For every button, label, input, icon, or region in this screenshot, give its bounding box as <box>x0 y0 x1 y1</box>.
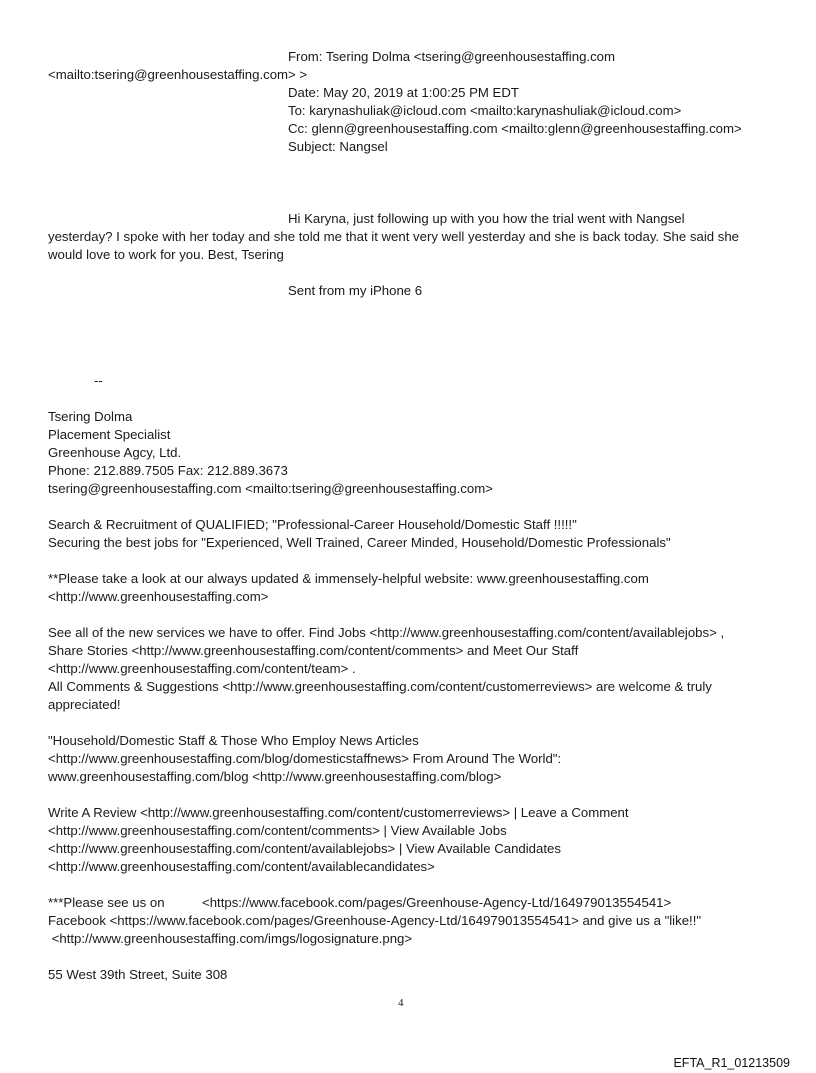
review-line-3: <http://www.greenhousestaffing.com/content/availablejobs> | View Available Candidates <box>48 841 561 856</box>
date-line: Date: May 20, 2019 at 1:00:25 PM EDT <box>288 85 519 100</box>
cc-line: Cc: glenn@greenhousestaffing.com <mailto:glenn@greenhousestaffing.com> <box>288 121 742 136</box>
facebook-line-2: Facebook <https://www.facebook.com/pages/Greenhouse-Agency-Ltd/164979013554541> and give us a "like!!" <box>48 913 702 928</box>
to-line: To: karynashuliak@icloud.com <mailto:karynashuliak@icloud.com> <box>288 103 682 118</box>
signature-title: Placement Specialist <box>48 427 171 442</box>
address-line: 55 West 39th Street, Suite 308 <box>48 967 228 982</box>
message-line-2: yesterday? I spoke with her today and she told me that it went very well yesterday and she is back today. She said she <box>48 229 740 244</box>
subject-line: Subject: Nangsel <box>288 139 388 154</box>
signature-email: tsering@greenhousestaffing.com <mailto:tsering@greenhousestaffing.com> <box>48 481 493 496</box>
news-line-1: "Household/Domestic Staff & Those Who Employ News Articles <box>48 733 419 748</box>
document-id: EFTA_R1_01213509 <box>673 1056 790 1070</box>
sent-from-line: Sent from my iPhone 6 <box>288 283 423 298</box>
message-line-3: would love to work for you. Best, Tsering <box>48 247 284 262</box>
tagline-2: Securing the best jobs for "Experienced, Well Trained, Career Minded, Household/Domestic Professionals" <box>48 535 671 550</box>
facebook-line-1b: <https://www.facebook.com/pages/Greenhouse-Agency-Ltd/164979013554541> <box>202 895 672 910</box>
services-line-1: See all of the new services we have to offer. Find Jobs <http://www.greenhousestaffing.com/content/availablejobs> , <box>48 625 725 640</box>
services-line-2: Share Stories <http://www.greenhousestaffing.com/content/comments> and Meet Our Staff <box>48 643 579 658</box>
services-line-4: All Comments & Suggestions <http://www.greenhousestaffing.com/content/customerreviews> are welcome & truly <box>48 679 712 694</box>
review-line-1: Write A Review <http://www.greenhousestaffing.com/content/customerreviews> | Leave a Comment <box>48 805 629 820</box>
signature-company: Greenhouse Agcy, Ltd. <box>48 445 182 460</box>
tagline-1: Search & Recruitment of QUALIFIED; "Professional-Career Household/Domestic Staff !!!!!" <box>48 517 577 532</box>
website-line-2: <http://www.greenhousestaffing.com> <box>48 589 269 604</box>
services-line-5: appreciated! <box>48 697 121 712</box>
from-line: From: Tsering Dolma <tsering@greenhousestaffing.com <box>288 49 615 64</box>
news-line-2: <http://www.greenhousestaffing.com/blog/domesticstaffnews> From Around The World": <box>48 751 562 766</box>
review-line-4: <http://www.greenhousestaffing.com/content/availablecandidates> <box>48 859 435 874</box>
website-line-1: **Please take a look at our always updated & immensely-helpful website: www.greenhousestaffing.com <box>48 571 649 586</box>
facebook-line-1a: ***Please see us on <box>48 895 165 910</box>
from-line-mailto: <mailto:tsering@greenhousestaffing.com> > <box>48 67 308 82</box>
signature-separator: -- <box>94 373 103 388</box>
page-number: 4 <box>398 997 404 1009</box>
signature-name: Tsering Dolma <box>48 409 133 424</box>
services-line-3: <http://www.greenhousestaffing.com/content/team> . <box>48 661 356 676</box>
news-line-3: www.greenhousestaffing.com/blog <http://www.greenhousestaffing.com/blog> <box>48 769 502 784</box>
signature-phone: Phone: 212.889.7505 Fax: 212.889.3673 <box>48 463 288 478</box>
message-line-1: Hi Karyna, just following up with you how the trial went with Nangsel <box>288 211 685 226</box>
facebook-line-3: <http://www.greenhousestaffing.com/imgs/logosignature.png> <box>48 931 413 946</box>
review-line-2: <http://www.greenhousestaffing.com/content/comments> | View Available Jobs <box>48 823 507 838</box>
